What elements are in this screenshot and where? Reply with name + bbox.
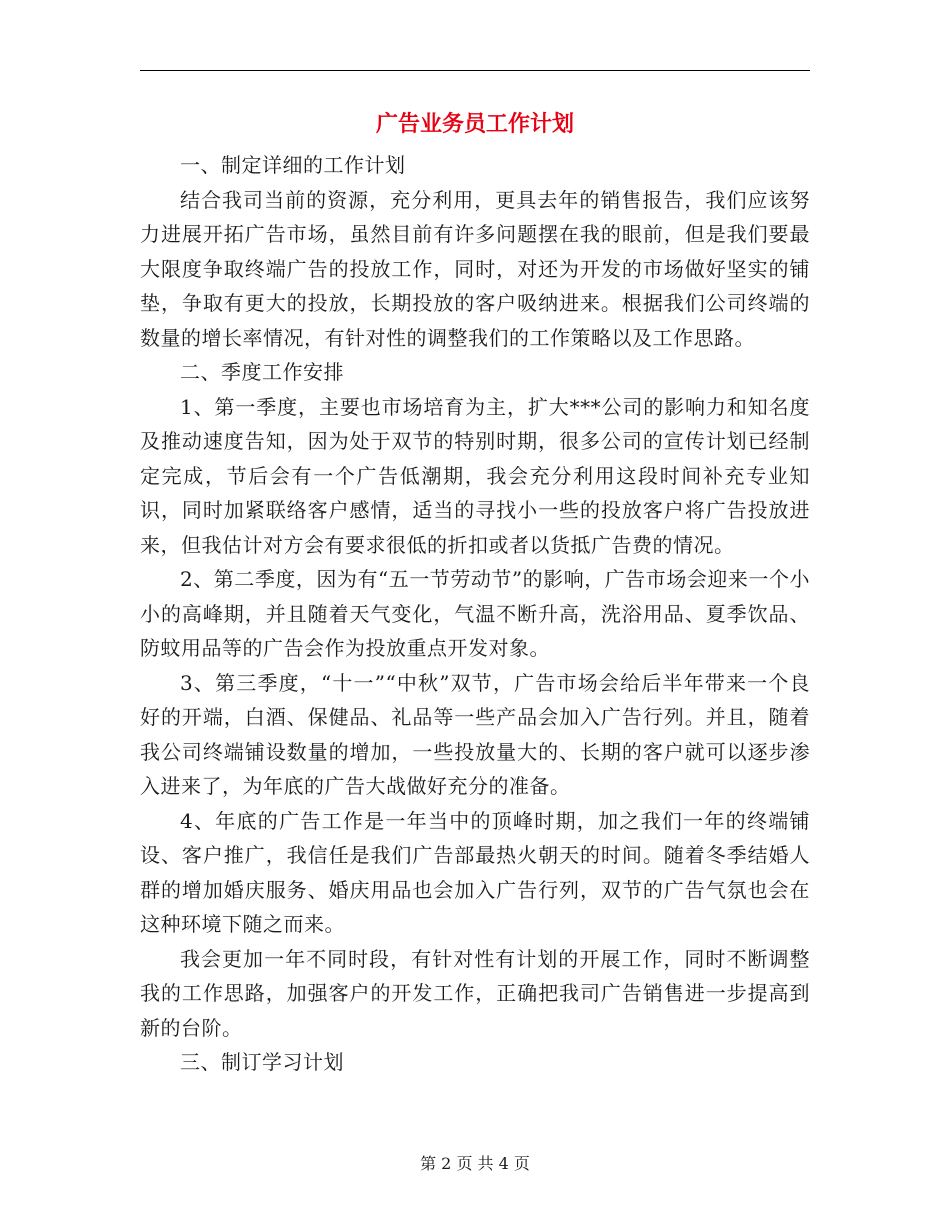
section-heading-2: 二、季度工作安排	[180, 360, 344, 384]
section-heading-1: 一、制定详细的工作计划	[180, 153, 406, 177]
page-number-footer: 第 2 页 共 4 页	[420, 1154, 530, 1173]
document-body	[140, 148, 810, 1080]
body-paragraph-q2: 2、第二季度，因为有“五一节劳动节”的影响，广告市场会迎来一个小小的高峰期，并且随着天气变化，气温不断升高，洗浴用品、夏季饮品、防蚊用品等的广告会作为投放重点开发对象。	[140, 567, 810, 660]
body-paragraph-summary: 我会更加一年不同时段，有针对性有计划的开展工作，同时不断调整我的工作思路，加强客户的开发工作，正确把我司广告销售进一步提高到新的台阶。	[140, 946, 810, 1040]
body-paragraph-q3: 3、第三季度，“十一”“中秋”双节，广告市场会给后半年带来一个良好的开端，白酒、保健品、礼品等一些产品会加入广告行列。并且，随着我公司终端铺设数量的增加，一些投放量大的、长期的客户就可以逐步渗入进来了，为年底的广告大战做好充分的准备。	[140, 670, 810, 798]
header-rule	[140, 70, 810, 71]
body-paragraph-1: 结合我司当前的资源，充分利用，更具去年的销售报告，我们应该努力进展开拓广告市场，虽然目前有许多问题摆在我的眼前，但是我们要最大限度争取终端广告的投放工作，同时，对还为开发的市场做好坚实的铺垫，争取有更大的投放，长期投放的客户吸纳进来。根据我们公司终端的数量的增长率情况，有针对性的调整我们的工作策略以及工作思路。	[140, 187, 810, 350]
section-heading-3: 三、制订学习计划	[180, 1050, 344, 1074]
body-paragraph-q4: 4、年底的广告工作是一年当中的顶峰时期，加之我们一年的终端铺设、客户推广，我信任是我们广告部最热火朝天的时间。随着冬季结婚人群的增加婚庆服务、婚庆用品也会加入广告行列，双节的广告气氛也会在这种环境下随之而来。	[140, 808, 810, 936]
body-paragraph-q1: 1、第一季度，主要也市场培育为主，扩大***公司的影响力和知名度及推动速度告知，因为处于双节的特别时期，很多公司的宣传计划已经制定完成，节后会有一个广告低潮期，我会充分利用这段时间补充专业知识，同时加紧联络客户感情，适当的寻找小一些的投放客户将广告投放进来，但我估计对方会有要求很低的折扣或者以货抵广告费的情况。	[140, 394, 810, 557]
document-title: 广告业务员工作计划	[375, 112, 574, 137]
